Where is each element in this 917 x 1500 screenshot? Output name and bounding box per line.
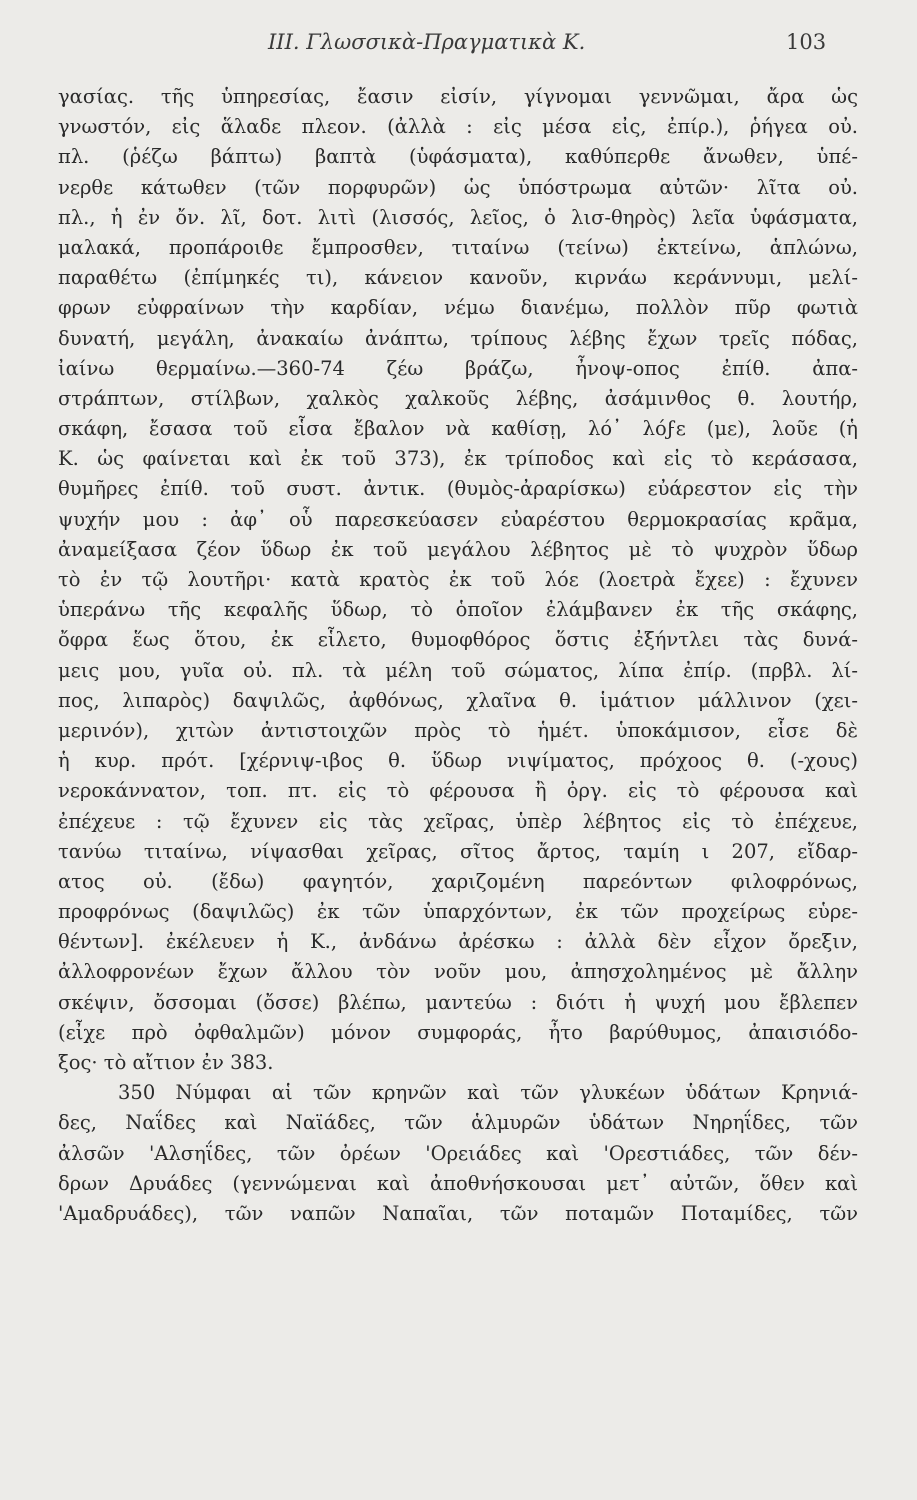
text-line: ἰαίνω θερμαίνω.—360-74 ζέω βράζω, ἦνοψ-οπος ἐπίθ. ἀπα- — [58, 356, 858, 380]
text-line: ἐπέχευε : τῷ ἔχυνεν εἰς τὰς χεῖρας, ὑπὲρ λέβητος εἰς τὸ ἐπέχευε, — [58, 809, 858, 833]
text-line: παραθέτω (ἐπίμηκές τι), κάνειον κανοῦν, κιρνάω κεράννυμι, μελί- — [58, 266, 858, 290]
text-line: ἀλλοφρονέων ἔχων ἄλλου τὸν νοῦν μου, ἀπησχολημένος μὲ ἄλλην — [58, 960, 858, 984]
text-line: σκέψιν, ὄσσομαι (ὄσσε) βλέπω, μαντεύω : διότι ἡ ψυχή μου ἔβλεπεν — [58, 990, 858, 1014]
text-line: προφρόνως (δαψιλῶς) ἐκ τῶν ὑπαρχόντων, ἐκ τῶν προχείρως εὑρε- — [58, 900, 858, 924]
text-line: ατος οὐ. (ἔδω) φαγητόν, χαριζομένη παρεόντων φιλοφρόνως, — [58, 869, 858, 893]
text-line: Κ. ὡς φαίνεται καὶ ἐκ τοῦ 373), ἐκ τρίποδος καὶ εἰς τὸ κεράσασα, — [58, 447, 858, 471]
text-line: μεις μου, γυῖα οὐ. πλ. τὰ μέλη τοῦ σώματος, λίπα ἐπίρ. (πρβλ. λί- — [58, 658, 858, 682]
text-line: πλ. (ῥέζω βάπτω) βαπτὰ (ὑφάσματα), καθύπερθε ἄνωθεν, ὑπέ- — [58, 145, 858, 169]
text-line: στράπτων, στίλβων, χαλκὸς χαλκοῦς λέβης, ἀσάμινθος θ. λουτήρ, — [58, 386, 858, 410]
text-line: (εἶχε πρὸ ὀφθαλμῶν) μόνον συμφοράς, ἦτο βαρύθυμος, ἀπαισιόδο- — [58, 1020, 858, 1044]
text-line: ξος· τὸ αἴτιον ἐν 383. — [58, 1051, 274, 1074]
text-line: δες, Ναΐδες καὶ Ναϊάδες, τῶν ἁλμυρῶν ὑδάτων Νηρηΐδες, τῶν — [58, 1111, 858, 1135]
text-line: τανύω τιταίνω, νίψασθαι χεῖρας, σῖτος ἄρτος, ταμίη ι 207, εἴδαρ- — [58, 839, 858, 863]
text-line: μαλακά, προπάροιθε ἔμπροσθεν, τιταίνω (τείνω) ἐκτείνω, ἁπλώνω, — [58, 235, 858, 259]
page-number: 103 — [786, 30, 827, 54]
text-line: ὑπεράνω τῆς κεφαλῆς ὕδωρ, τὸ ὁποῖον ἐλάμβανεν ἐκ τῆς σκάφης, — [58, 598, 858, 622]
text-line: ψυχήν μου : ἀφ᾽ οὗ παρεσκεύασεν εὐαρέστου θερμοκρασίας κρᾶμα, — [58, 507, 858, 531]
text-line: 350 Νύμφαι αἱ τῶν κρηνῶν καὶ τῶν γλυκέων ὑδάτων Κρηνιά- — [118, 1081, 858, 1105]
text-line: γνωστόν, εἰς ἅλαδε πλεον. (ἀλλὰ : εἰς μέσα εἰς, ἐπίρ.), ῥήγεα οὐ. — [58, 115, 858, 139]
text-line: μερινόν), χιτὼν ἀντιστοιχῶν πρὸς τὸ ἡμέτ. ὑποκάμισον, εἷσε δὲ — [58, 718, 858, 742]
running-header: III. Γλωσσικὰ-Πραγματικὰ Κ. — [268, 30, 586, 54]
text-line: δυνατή, μεγάλη, ἀνακαίω ἀνάπτω, τρίπους λέβης ἔχων τρεῖς πόδας, — [58, 326, 858, 350]
text-line: γασίας. τῆς ὑπηρεσίας, ἔασιν εἰσίν, γίγνομαι γεννῶμαι, ἄρα ὡς — [58, 85, 858, 108]
text-line: πλ., ἡ ἐν ὄν. λῖ, δοτ. λιτὶ (λισσός, λεῖος, ὁ λισ-θηρὸς) λεῖα ὑφάσματα, — [58, 205, 858, 229]
body-text — [58, 82, 858, 1229]
text-line: σκάφη, ἔσασα τοῦ εἷσα ἔβαλον νὰ καθίσῃ, λό᾽ λόϝε (με), λοῦε (ἡ — [58, 417, 858, 441]
text-line: νερθε κάτωθεν (τῶν πορφυρῶν) ὡς ὑπόστρωμα αὐτῶν· λῖτα οὐ. — [58, 175, 858, 199]
text-line: θυμῆρες ἐπίθ. τοῦ συστ. ἀντικ. (θυμὸς-ἀραρίσκω) εὐάρεστον εἰς τὴν — [58, 477, 858, 501]
text-line: φρων εὐφραίνων τὴν καρδίαν, νέμω διανέμω, πολλὸν πῦρ φωτιὰ — [58, 296, 858, 320]
text-line: ἀναμείξασα ζέον ὕδωρ ἐκ τοῦ μεγάλου λέβητος μὲ τὸ ψυχρὸν ὕδωρ — [58, 537, 858, 561]
text-line: θέντων]. ἐκέλευεν ἡ Κ., ἀνδάνω ἀρέσκω : ἀλλὰ δὲν εἶχον ὄρεξιν, — [58, 930, 858, 954]
text-line: τὸ ἐν τῷ λουτῆρι· κατὰ κρατὸς ἐκ τοῦ λόε (λοετρὰ ἔχεε) : ἔχυνεν — [58, 568, 858, 591]
text-line: νεροκάννατον, τοπ. πτ. εἰς τὸ φέρουσα ἢ ὀργ. εἰς τὸ φέρουσα καὶ — [58, 779, 858, 803]
text-line: πος, λιπαρὸς) δαψιλῶς, ἀφθόνως, χλαῖνα θ. ἱμάτιον μάλλινον (χει- — [58, 688, 858, 712]
text-line: ἀλσῶν 'Αλσηΐδες, τῶν ὀρέων 'Ορειάδες καὶ 'Ορεστιάδες, τῶν δέν- — [58, 1141, 858, 1165]
text-line: ἡ κυρ. πρότ. [χέρνιψ-ιβος θ. ὕδωρ νιψίματος, πρόχοος θ. (-χους) — [58, 749, 858, 773]
text-line: δρων Δρυάδες (γεννώμεναι καὶ ἀποθνήσκουσαι μετ᾽ αὐτῶν, ὅθεν καὶ — [58, 1171, 858, 1195]
text-line: 'Αμαδρυάδες), τῶν ναπῶν Ναπαῖαι, τῶν ποταμῶν Ποταμίδες, τῶν — [58, 1201, 858, 1225]
text-line: ὄφρα ἕως ὅτου, ἐκ εἷλετο, θυμοφθόρος ὅστις ἐξήντλει τὰς δυνά- — [58, 628, 858, 652]
